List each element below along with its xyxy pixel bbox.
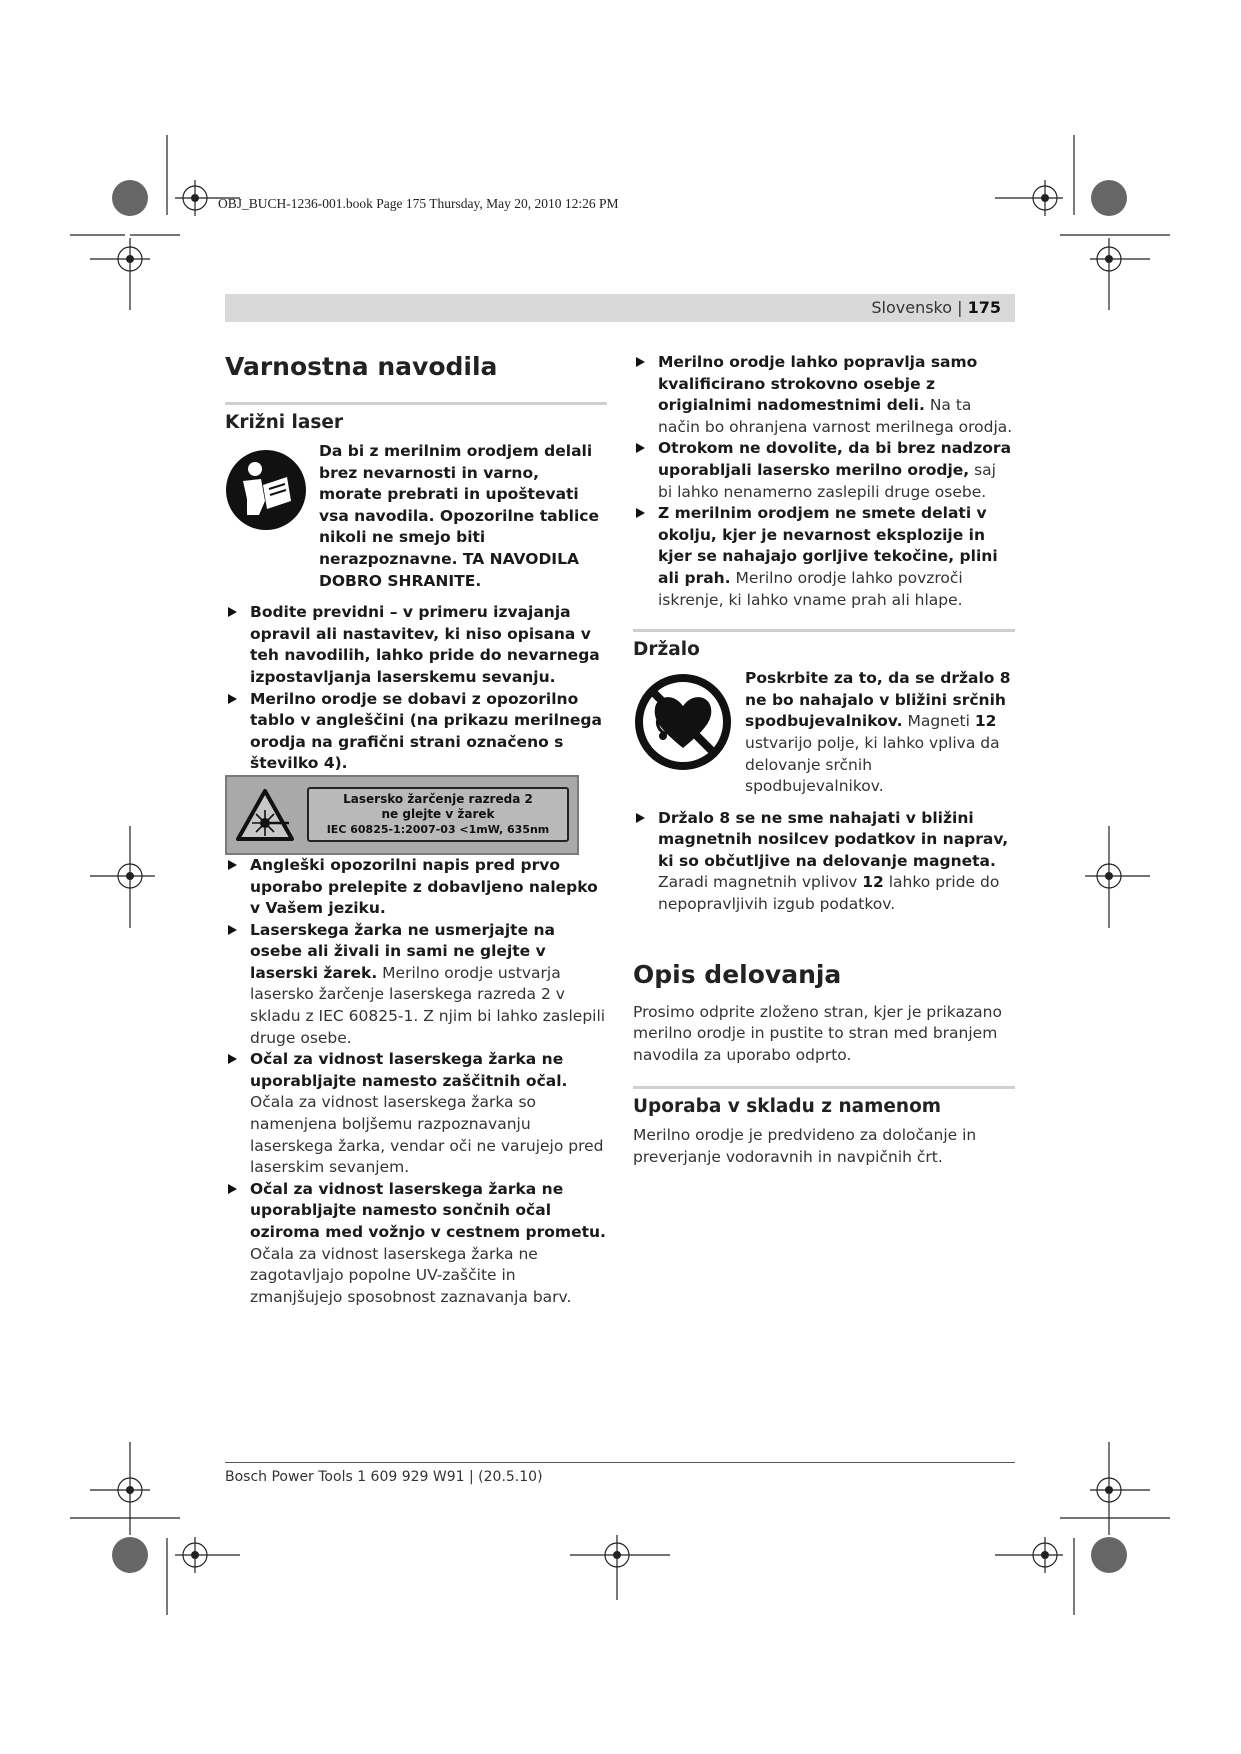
bullet-marker-icon <box>228 860 237 870</box>
bullet-item: Očal za vidnost laserskega žarka ne uporabljajte namesto zaščitnih očal. Očala za vidnost laserskega žarka so namenjena boljšemu razpoznavanju laserskega žarka, vendar oči ne varujejo pred laserskim sevanjem. <box>225 1049 607 1179</box>
bullet-marker-icon <box>636 813 645 823</box>
bullet-marker-icon <box>228 925 237 935</box>
file-header: OBJ_BUCH-1236-001.book Page 175 Thursday, May 20, 2010 12:26 PM <box>218 196 619 211</box>
bullet-item: Držalo 8 se ne sme nahajati v bližini magnetnih nosilcev podatkov in naprav, ki so občutljive na delovanje magneta. Zaradi magnetnih vplivov 12 lahko pride do nepopravljivih izgub podatkov. <box>633 808 1015 916</box>
page-header-bar <box>225 294 1015 322</box>
left-column <box>225 352 607 1308</box>
read-manual-block <box>225 441 607 592</box>
right-column <box>633 352 1015 1169</box>
no-pacemaker-icon <box>633 672 733 772</box>
read-manual-icon <box>225 449 307 531</box>
header-language: Slovensko <box>871 298 953 317</box>
pacemaker-block <box>633 668 1015 798</box>
bullet-item: Laserskega žarka ne usmerjajte na osebe ali živali in sami ne glejte v laserski žarek. Merilno orodje ustvarja lasersko žarčenje laserskega razreda 2 v skladu z IEC 60825-1. Z njim bi lahko zaslepili druge osebe. <box>225 920 607 1050</box>
page-footer: Bosch Power Tools 1 609 929 W91 | (20.5.10) <box>225 1462 1015 1485</box>
bullet-item: Merilno orodje se dobavi z opozorilno tablo v angleščini (na prikazu merilnega orodja na grafični strani označeno s številko 4). <box>225 689 607 775</box>
bullet-marker-icon <box>636 357 645 367</box>
bullet-item: Očal za vidnost laserskega žarka ne uporabljajte namesto sončnih očal oziroma med vožnjo v cestnem prometu. Očala za vidnost laserskega žarka ne zagotavljajo popolne UV-zaščite in zmanjšujejo sposobnost zaznavanja barv. <box>225 1179 607 1309</box>
bullet-item: Angleški opozorilni napis pred prvo uporabo prelepite z dobavljeno nalepko v Vašem jeziku. <box>225 855 607 920</box>
laser-warning-label <box>225 775 579 855</box>
section-uporaba: Uporaba v skladu z namenom <box>633 1086 1015 1119</box>
title-opis-delovanja: Opis delovanja <box>633 959 842 989</box>
header-separator: | <box>952 298 968 317</box>
laser-warning-text: Lasersko žarčenje razreda 2 ne glejte v žarek IEC 60825-1:2007-03 <1mW, 635nm <box>307 787 569 842</box>
title-varnostna-navodila: Varnostna navodila <box>225 352 498 381</box>
bullet-item: Otrokom ne dovolite, da bi brez nadzora uporabljali lasersko merilno orodje, saj bi lahko nenamerno zaslepili druge osebe. <box>633 438 1015 503</box>
uporaba-text: Merilno orodje je predvideno za določanje in preverjanje vodoravnih in navpičnih črt. <box>633 1126 977 1167</box>
page-header-text <box>871 298 1001 317</box>
opis-text: Prosimo odprite zloženo stran, kjer je prikazano merilno orodje in pustite to stran med branjem navodila za uporabo odprto. <box>633 1002 1002 1064</box>
bullet-item: Merilno orodje lahko popravlja samo kvalificirano strokovno osebje z origialnimi nadomestnimi deli. Na ta način bo ohranjena varnost merilnega orodja. <box>633 352 1015 438</box>
intro-text: Da bi z merilnim orodjem delali brez nevarnosti in varno, morate prebrati in upoštevati vsa navodila. Opozorilne tablice nikoli ne smejo biti nerazpoznavne. TA NAVODILA DOBRO SHRANITE. <box>319 442 599 590</box>
laser-warning-icon <box>235 788 295 842</box>
bullet-marker-icon <box>228 694 237 704</box>
bullet-marker-icon <box>228 1184 237 1194</box>
bullet-item: Z merilnim orodjem ne smete delati v okolju, kjer je nevarnost eksplozije in kjer se nahajajo gorljive tekočine, plini ali prah. Merilno orodje lahko povzroči iskrenje, ki lahko vname prah ali hlape. <box>633 503 1015 611</box>
bullet-item: Bodite previdni – v primeru izvajanja opravil ali nastavitev, ki niso opisana v teh navodilih, lahko pride do nevarnega izpostavljanja laserskemu sevanju. <box>225 602 607 688</box>
section-krizni-laser: Križni laser <box>225 402 607 435</box>
page-number: 175 <box>967 298 1001 317</box>
section-drzalo: Držalo <box>633 629 1015 662</box>
bullet-marker-icon <box>636 443 645 453</box>
pacemaker-text: Poskrbite za to, da se držalo 8 ne bo nahajalo v bližini srčnih spodbujevalnikov. Magneti 12 ustvarijo polje, ki lahko vpliva da delovanje srčnih spodbujevalnikov. <box>745 669 1011 796</box>
bullet-marker-icon <box>228 1054 237 1064</box>
bullet-marker-icon <box>636 508 645 518</box>
bullet-marker-icon <box>228 607 237 617</box>
